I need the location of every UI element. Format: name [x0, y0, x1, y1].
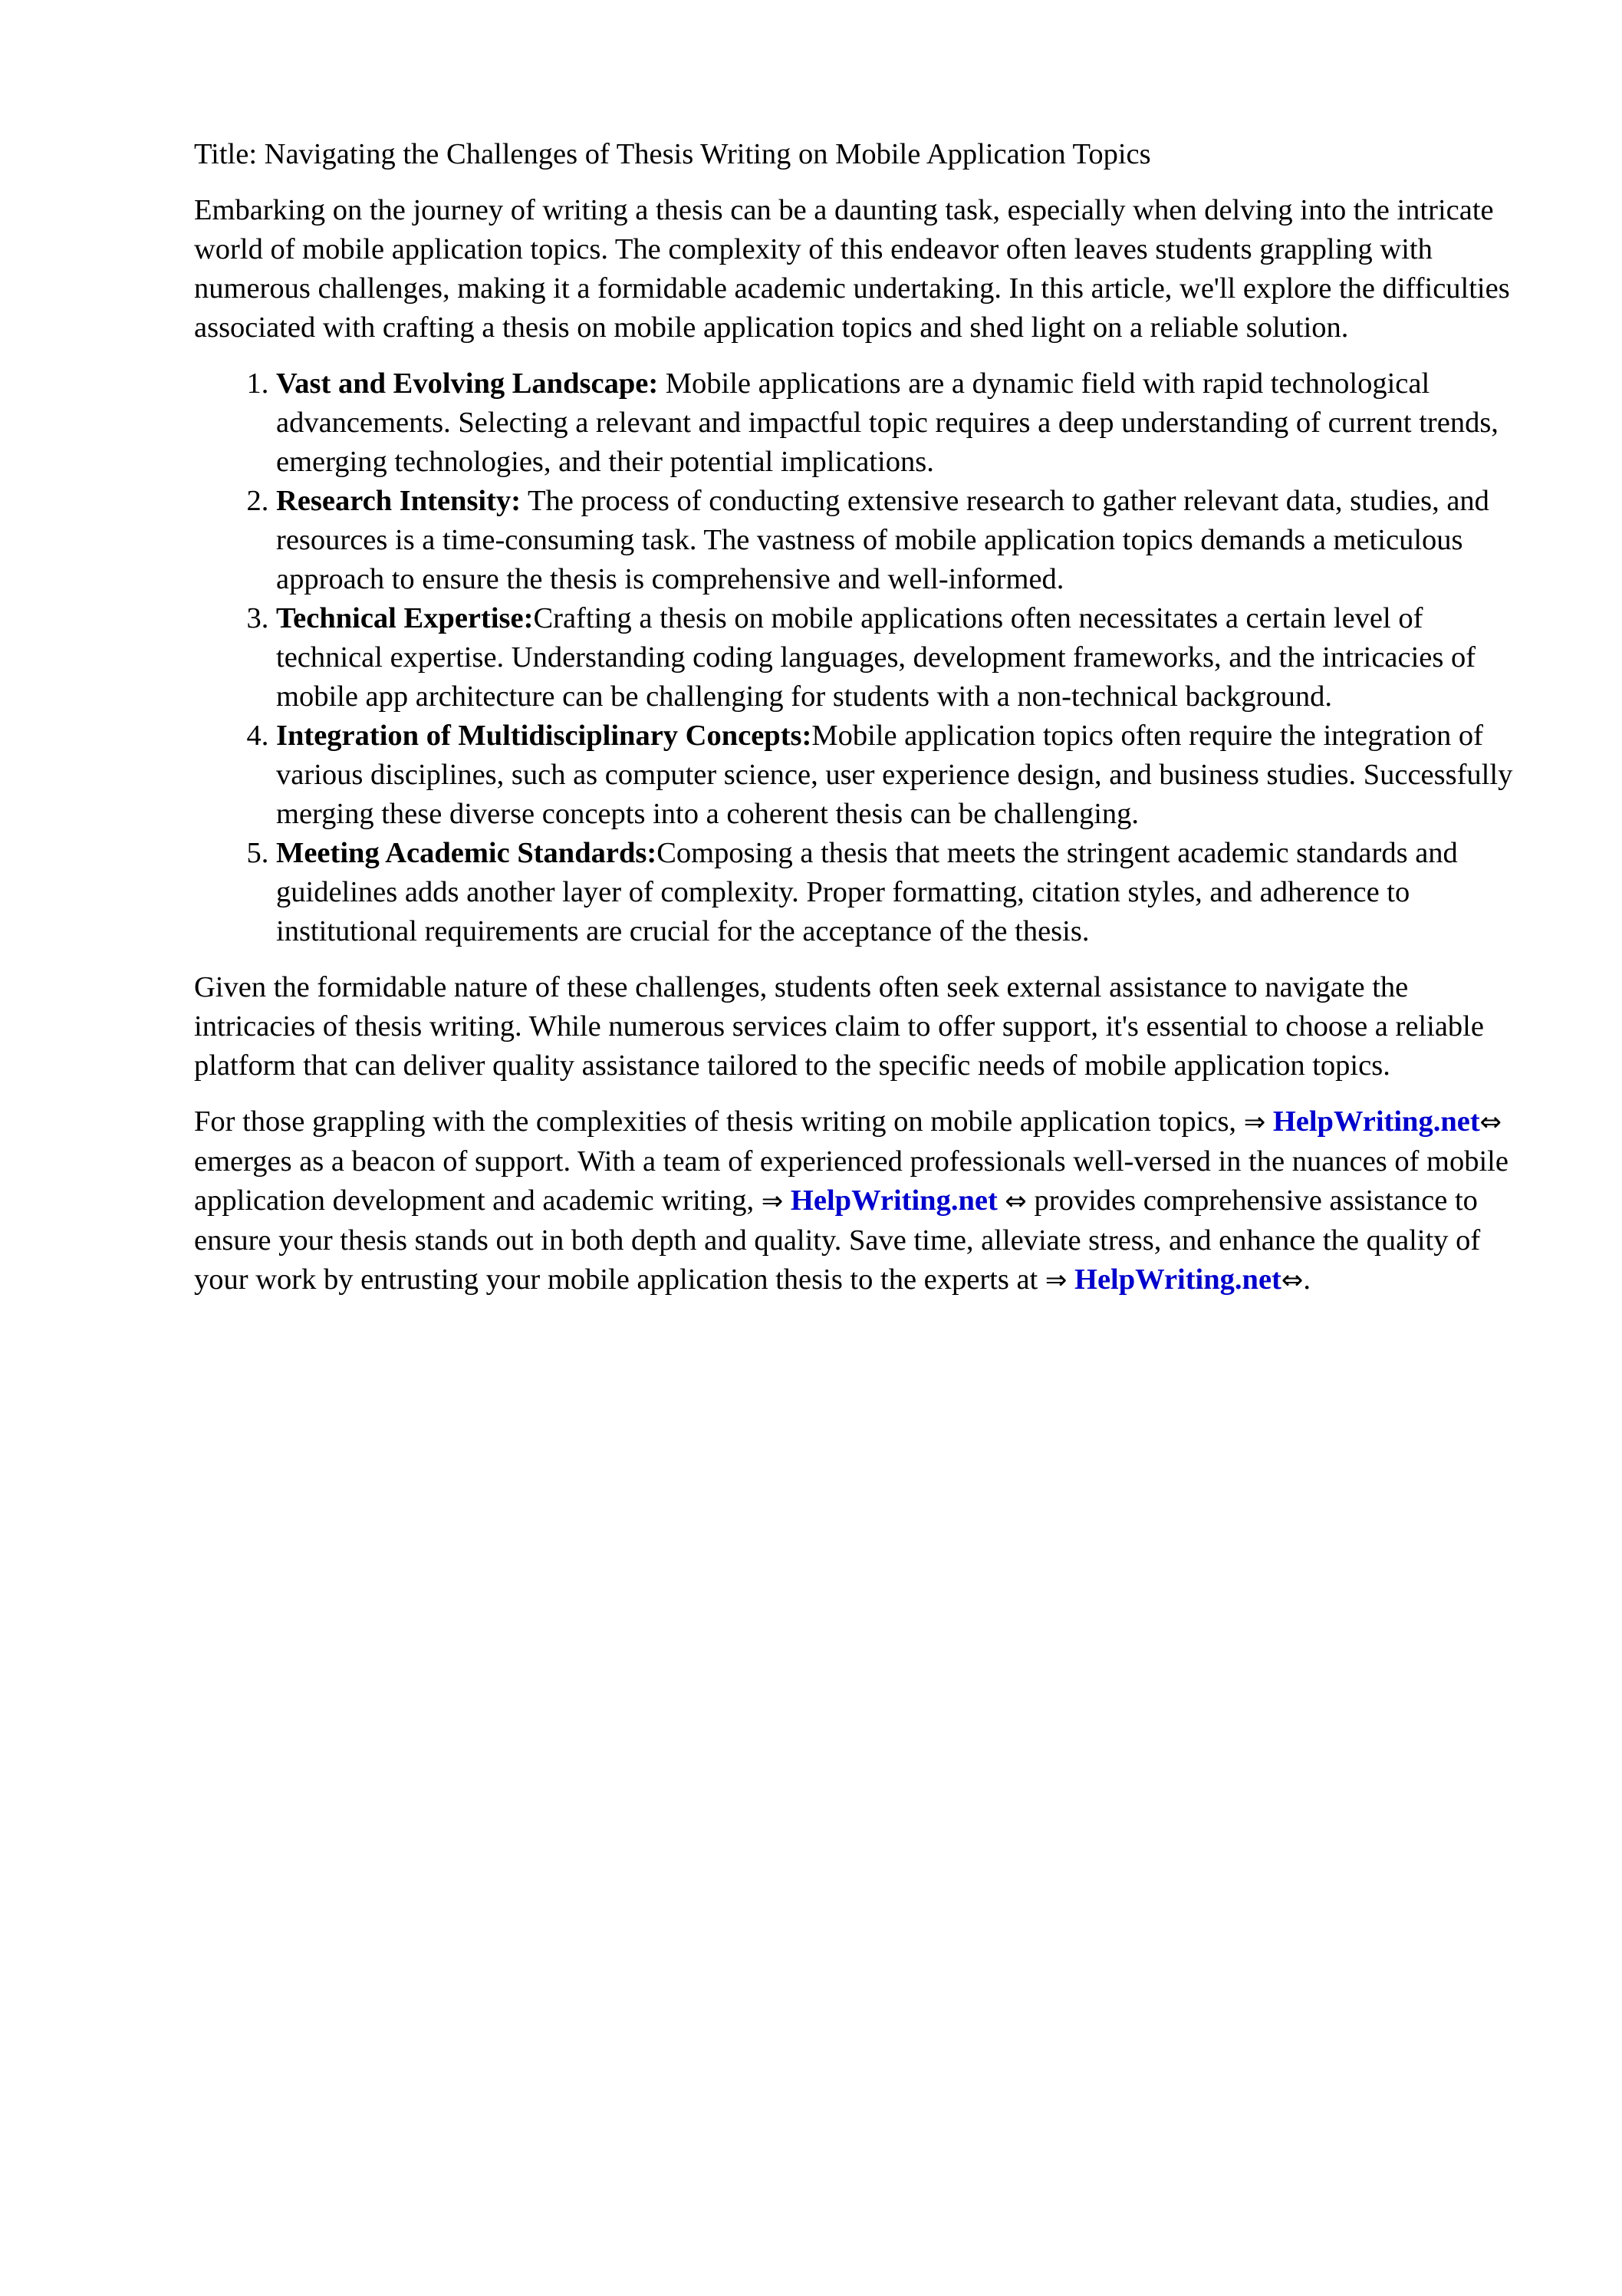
promo-text: emerges as a beacon of support. With a team of experienced professionals well-versed in the nuances of mobile application development and academic writing,: [194, 1145, 1508, 1217]
arrow-right-icon: ⇒: [1045, 1265, 1068, 1296]
list-item: [276, 364, 1532, 482]
arrow-both-icon: ⇔: [1005, 1186, 1027, 1217]
list-item-heading: Integration of Multidisciplinary Concepts:: [276, 720, 812, 752]
list-item-text: Composing a thesis that meets the stringent academic standards and guidelines adds another layer of complexity. Proper formatting, citation styles, and adherence to institutional requirements are crucial for the acceptance of the thesis.: [276, 837, 1458, 947]
list-item-text: Crafting a thesis on mobile applications often necessitates a certain level of technical expertise. Understanding coding languages, development frameworks, and the intricacies of mobile app architecture can be challenging for students with a non-technical background.: [276, 602, 1476, 713]
arrow-both-icon: ⇔: [1479, 1107, 1502, 1138]
list-item: [276, 834, 1532, 951]
helpwriting-link[interactable]: HelpWriting.net: [1074, 1263, 1281, 1296]
list-item: [276, 716, 1532, 834]
list-item-heading: Technical Expertise:: [276, 602, 534, 634]
arrow-both-icon: ⇔: [1281, 1265, 1304, 1296]
list-item: [276, 599, 1532, 716]
helpwriting-link[interactable]: HelpWriting.net: [790, 1184, 998, 1217]
list-item-heading: Meeting Academic Standards:: [276, 837, 657, 869]
challenges-list: [194, 364, 1532, 951]
helpwriting-link[interactable]: HelpWriting.net: [1272, 1105, 1480, 1138]
list-item: [276, 482, 1532, 599]
list-item-text: The process of conducting extensive research to gather relevant data, studies, and resources is a time-consuming task. The vastness of mobile application topics demands a meticulous approach to ensure the thesis is comprehensive and well-informed.: [276, 485, 1489, 595]
list-item-heading: Vast and Evolving Landscape:: [276, 367, 659, 400]
list-item-text: Mobile applications are a dynamic field with rapid technological advancements. Selecting a relevant and impactful topic requires a deep understanding of current trends, emerging technologies, and their potential implications.: [276, 367, 1499, 478]
promo-paragraph: [194, 1102, 1532, 1300]
document-page: [194, 135, 1532, 1317]
list-item-text: Mobile application topics often require the integration of various disciplines, such as computer science, user experience design, and business studies. Successfully merging these diverse concepts into a coherent thesis can be challenging.: [276, 720, 1513, 830]
arrow-right-icon: ⇒: [761, 1186, 784, 1217]
assistance-paragraph: Given the formidable nature of these challenges, students often seek external assistance to navigate the intricacies of thesis writing. While numerous services claim to offer support, it's essential to choose a reliable platform that can deliver quality assistance tailored to the specific needs of mobile application topics.: [194, 971, 1484, 1082]
arrow-right-icon: ⇒: [1243, 1107, 1266, 1138]
intro-paragraph: Embarking on the journey of writing a thesis can be a daunting task, especially when delving into the intricate world of mobile application topics. The complexity of this endeavor often leaves students grappling with numerous challenges, making it a formidable academic undertaking. In this article, we'll explore the difficulties associated with crafting a thesis on mobile application topics and shed light on a reliable solution.: [194, 194, 1510, 344]
promo-text: For those grappling with the complexities of thesis writing on mobile application topics,: [194, 1105, 1244, 1138]
promo-text: provides comprehensive assistance to ensure your thesis stands out in both depth and quality. Save time, alleviate stress, and enhance the quality of your work by entrusting your mobile application thesis to the experts at: [194, 1184, 1481, 1296]
promo-text: .: [1303, 1263, 1311, 1296]
list-item-heading: Research Intensity:: [276, 485, 521, 517]
document-title: Title: Navigating the Challenges of Thesis Writing on Mobile Application Topics: [194, 138, 1151, 170]
